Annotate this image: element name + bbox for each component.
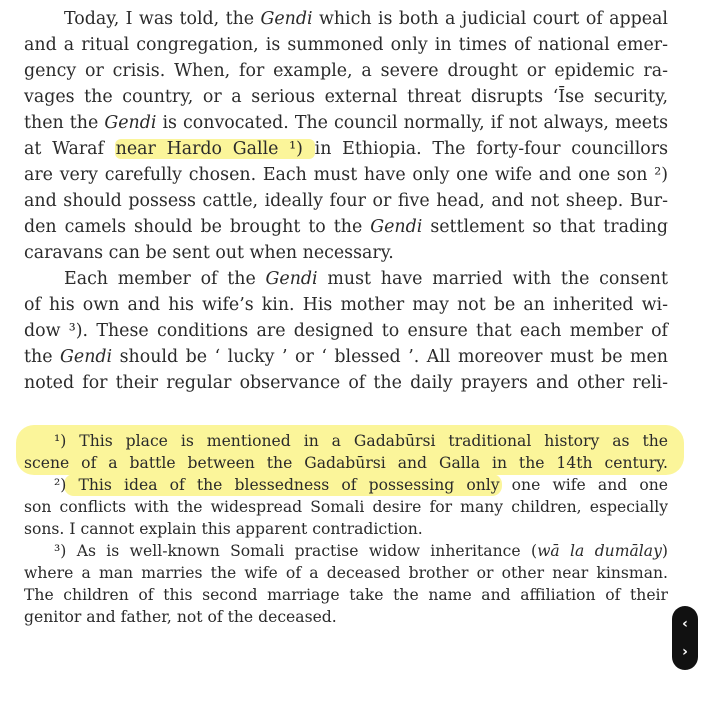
para2-line1: Each member of the Gendi must have married with the consent	[64, 269, 668, 289]
prev-page-button[interactable]: ‹	[682, 616, 688, 632]
para2-line2: of his own and his wife’s kin. His mother may not be an inherited wi-	[24, 295, 668, 315]
footnote1-line2: scene of a battle between the Gadabūrsi and Galla in the 14th century.	[24, 454, 668, 472]
footnote3-line2: where a man marries the wife of a deceased brother or other near kinsman.	[24, 564, 668, 582]
footnote3-line3: The children of this second marriage take the name and affiliation of their	[24, 586, 668, 604]
highlight-near-hardo-galle: near Hardo Galle ¹)	[115, 139, 314, 159]
para1-line3: gency or crisis. When, for example, a severe drought or epidemic ra-	[24, 61, 668, 81]
para2-line4: the Gendi should be ‘ lucky ’ or ‘ blessed ’. All moreover must be men	[24, 347, 669, 367]
footnote3-line1: ³) As is well-known Somali practise widow inheritance (wā la dumālay)	[54, 542, 668, 560]
para1-line10: caravans can be sent out when necessary.	[24, 243, 394, 263]
footnote3-line4: genitor and father, not of the deceased.	[24, 608, 337, 626]
footnote2-line3: sons. I cannot explain this apparent contradiction.	[24, 520, 423, 538]
para1-line9: den camels should be brought to the Gendi settlement so that trading	[24, 217, 668, 237]
para1-line7: are very carefully chosen. Each must have only one wife and one son ²)	[24, 165, 668, 185]
page-nav-control	[672, 606, 698, 670]
next-page-button[interactable]: ›	[682, 644, 688, 660]
para1-line8: and should possess cattle, ideally four or five head, and not sheep. Bur-	[24, 191, 668, 211]
para1-line4: vages the country, or a serious external threat disrupts ‘Īse security,	[24, 87, 668, 107]
para1-line2: and a ritual congregation, is summoned only in times of national emer-	[24, 35, 668, 55]
footnote2-line2: son conflicts with the widespread Somali desire for many children, especially	[24, 498, 668, 516]
para1-line1: Today, I was told, the Gendi which is both a judicial court of appeal	[64, 9, 668, 29]
para1-line5: then the Gendi is convocated. The council normally, if not always, meets	[24, 113, 668, 133]
para2-line3: dow ³). These conditions are designed to ensure that each member of	[24, 321, 668, 341]
para2-line5: noted for their regular observance of the daily prayers and other reli-	[24, 373, 668, 393]
para1-line6: at Waraf near Hardo Galle ¹) in Ethiopia. The forty-four councillors	[24, 139, 669, 159]
footnote2-line1: ²) This idea of the blessedness of possessing only one wife and one	[54, 476, 668, 494]
footnote1-line1: ¹) This place is mentioned in a Gadabūrsi traditional history as the	[54, 432, 668, 450]
